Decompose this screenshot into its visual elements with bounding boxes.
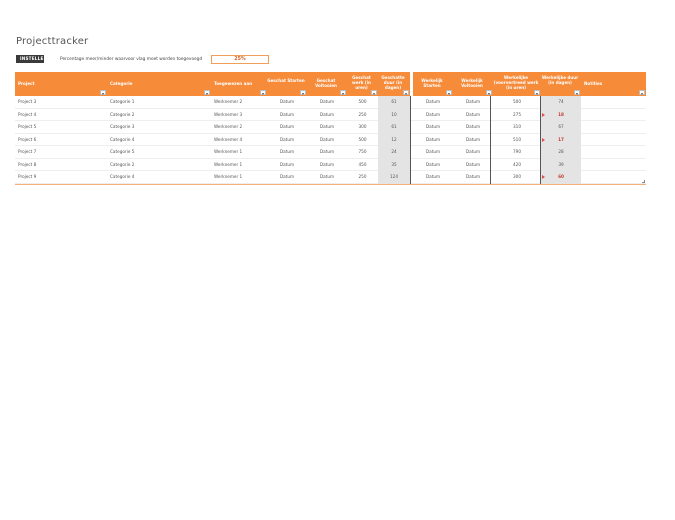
table-row [15, 109, 646, 122]
column-header-label: Project [18, 81, 35, 86]
project-table [15, 72, 646, 184]
column-header-label: Werkelijk Voltooien [461, 78, 483, 88]
column-header-label: Geschat Voltooien [315, 78, 337, 88]
column-header-label: Notities [584, 81, 603, 86]
cell-act-end[interactable]: Datum [465, 111, 481, 117]
column-header-act-end [453, 72, 493, 96]
cell-act-end[interactable]: Datum [465, 136, 481, 142]
cell-est-hours[interactable]: 300 [358, 124, 367, 129]
column-header-label: Geschat werk (in uren) [352, 75, 371, 90]
cell-est-days[interactable]: 61 [378, 96, 410, 109]
cell-est-start[interactable]: Datum [279, 136, 295, 142]
flag-percentage-input[interactable]: 25% [211, 55, 269, 64]
cell-act-hours[interactable]: 500 [513, 99, 521, 104]
filter-dropdown-icon[interactable] [371, 90, 377, 95]
filter-dropdown-icon[interactable] [639, 90, 645, 95]
cell-est-hours[interactable]: 250 [358, 174, 367, 179]
cell-est-start[interactable]: Datum [279, 149, 295, 154]
cell-act-days[interactable]: 39 [541, 159, 581, 172]
filter-dropdown-icon[interactable] [340, 90, 346, 95]
flag-icon [542, 113, 545, 117]
cell-act-hours[interactable]: 420 [513, 161, 521, 167]
cell-act-start[interactable]: Datum [425, 124, 441, 129]
cell-notes[interactable] [581, 146, 646, 159]
cell-project[interactable]: Project 8 [18, 161, 37, 167]
column-header-assignee [211, 72, 267, 96]
cell-est-end[interactable]: Datum [319, 111, 335, 117]
table-row [15, 121, 646, 134]
cell-est-start[interactable]: Datum [279, 99, 295, 104]
cell-act-days[interactable]: 28 [541, 146, 581, 159]
cell-project[interactable]: Project 7 [18, 149, 37, 154]
column-header-notes [581, 72, 646, 96]
column-divider [490, 96, 491, 184]
cell-est-hours[interactable]: 750 [358, 149, 367, 154]
cell-est-start[interactable]: Datum [279, 161, 295, 167]
cell-est-days[interactable]: 35 [378, 159, 410, 172]
flag-icon [542, 175, 545, 179]
table-resize-handle-icon[interactable] [642, 180, 645, 183]
cell-notes[interactable] [581, 96, 646, 109]
cell-notes[interactable] [581, 121, 646, 134]
cell-est-end[interactable]: Datum [319, 161, 335, 167]
cell-act-start[interactable]: Datum [425, 174, 441, 179]
filter-dropdown-icon[interactable] [100, 90, 106, 95]
table-row [15, 134, 646, 147]
cell-project[interactable]: Project 5 [18, 124, 37, 129]
column-header-label: Werkelijke (voorvertreed werk (in uren) [493, 75, 539, 90]
filter-dropdown-icon[interactable] [574, 90, 580, 95]
filter-dropdown-icon[interactable] [260, 90, 266, 95]
cell-est-end[interactable]: Datum [319, 124, 335, 129]
cell-est-hours[interactable]: 500 [358, 136, 367, 142]
cell-assignee[interactable]: Werknemer 1 [214, 161, 243, 167]
cell-est-days[interactable]: 124 [378, 171, 410, 184]
table-row [15, 146, 646, 159]
filter-dropdown-icon[interactable] [204, 90, 210, 95]
filter-dropdown-icon[interactable] [403, 90, 409, 95]
cell-project[interactable]: Project 3 [18, 99, 37, 104]
cell-act-end[interactable]: Datum [465, 149, 481, 154]
cell-project[interactable]: Project 9 [18, 174, 37, 179]
table-row [15, 171, 646, 184]
cell-project[interactable]: Project 4 [18, 111, 37, 117]
column-header-label: Geschatte duur (in dagen) [381, 75, 405, 90]
cell-act-days[interactable]: 74 [541, 96, 581, 109]
flag-icon [542, 138, 545, 142]
cell-est-start[interactable]: Datum [279, 174, 295, 179]
cell-est-hours[interactable]: 450 [358, 161, 367, 167]
cell-act-start[interactable]: Datum [425, 136, 441, 142]
cell-assignee[interactable]: Werknemer 1 [214, 174, 243, 179]
cell-category[interactable]: Categorie 2 [110, 111, 135, 117]
cell-act-days[interactable]: 17 [541, 134, 581, 147]
column-header-est-hours [347, 72, 378, 96]
cell-est-hours[interactable]: 250 [358, 111, 367, 117]
filter-dropdown-icon[interactable] [486, 90, 492, 95]
column-header-act-days [541, 72, 581, 96]
cell-act-hours[interactable]: 310 [513, 124, 521, 129]
column-header-project [15, 72, 107, 96]
cell-est-hours[interactable]: 500 [358, 99, 367, 104]
settings-button[interactable]: INSTELLEN [16, 55, 44, 63]
cell-notes[interactable] [581, 109, 646, 122]
cell-category[interactable]: Categorie 4 [110, 174, 135, 179]
filter-dropdown-icon[interactable] [534, 90, 540, 95]
cell-assignee[interactable]: Werknemer 2 [214, 124, 243, 129]
table-row [15, 96, 646, 109]
cell-project[interactable]: Project 6 [18, 136, 37, 142]
table-row [15, 159, 646, 172]
cell-est-end[interactable]: Datum [319, 136, 335, 142]
cell-act-days[interactable]: 67 [541, 121, 581, 134]
cell-category[interactable]: Categorie 1 [110, 99, 135, 104]
cell-act-days[interactable]: 60 [541, 171, 581, 184]
cell-act-hours[interactable]: 790 [513, 149, 521, 154]
cell-act-days[interactable]: 18 [541, 109, 581, 122]
cell-notes[interactable] [581, 134, 646, 147]
cell-act-hours[interactable]: 300 [513, 174, 521, 179]
table-header [15, 72, 646, 96]
filter-dropdown-icon[interactable] [446, 90, 452, 95]
cell-act-start[interactable]: Datum [425, 99, 441, 104]
column-header-label: Categorie [110, 81, 133, 86]
cell-assignee[interactable]: Werknemer 1 [214, 149, 243, 154]
cell-notes[interactable] [581, 159, 646, 172]
cell-act-end[interactable]: Datum [465, 99, 481, 104]
flag-percentage-label: Percentage meer/minder waarvoor vlag moet worden toegevoegd [60, 56, 203, 62]
cell-est-days[interactable]: 10 [378, 109, 410, 122]
cell-category[interactable]: Categorie 4 [110, 136, 135, 142]
cell-category[interactable]: Categorie 5 [110, 149, 135, 154]
cell-est-end[interactable]: Datum [319, 174, 335, 179]
page-title: Projecttracker [16, 36, 89, 47]
cell-assignee[interactable]: Werknemer 4 [214, 136, 243, 142]
cell-est-days[interactable]: 24 [378, 146, 410, 159]
cell-est-start[interactable]: Datum [279, 111, 295, 117]
cell-category[interactable]: Categorie 3 [110, 124, 135, 129]
column-header-label: Toegewezen aan [214, 81, 253, 86]
cell-est-start[interactable]: Datum [279, 124, 295, 129]
column-header-label: Werkelijk Starten [421, 78, 443, 88]
cell-assignee[interactable]: Werknemer 2 [214, 99, 243, 104]
cell-act-end[interactable]: Datum [465, 124, 481, 129]
cell-est-end[interactable]: Datum [319, 149, 335, 154]
cell-est-days[interactable]: 61 [378, 121, 410, 134]
cell-act-start[interactable]: Datum [425, 161, 441, 167]
column-header-act-start [413, 72, 453, 96]
column-header-est-end [307, 72, 347, 96]
settings-row [16, 54, 269, 64]
cell-notes[interactable] [581, 171, 646, 184]
cell-act-start[interactable]: Datum [425, 149, 441, 154]
cell-act-hours[interactable]: 510 [513, 136, 521, 142]
filter-dropdown-icon[interactable] [300, 90, 306, 95]
column-header-est-start [267, 72, 307, 96]
cell-act-end[interactable]: Datum [465, 174, 481, 179]
table-body [15, 96, 646, 184]
column-header-label: Werkelijke duur (in dagen) [541, 75, 579, 85]
column-header-category [107, 72, 211, 96]
table-bottom-border [15, 184, 646, 185]
cell-act-hours[interactable]: 275 [513, 111, 521, 117]
cell-est-days[interactable]: 12 [378, 134, 410, 147]
cell-est-end[interactable]: Datum [319, 99, 335, 104]
cell-category[interactable]: Categorie 2 [110, 161, 135, 167]
cell-assignee[interactable]: Werknemer 3 [214, 111, 243, 117]
column-divider [540, 96, 541, 184]
column-header-label: Geschat Starten [267, 78, 305, 83]
cell-act-end[interactable]: Datum [465, 161, 481, 167]
column-header-act-hours [493, 72, 541, 96]
column-divider [410, 96, 411, 184]
cell-act-start[interactable]: Datum [425, 111, 441, 117]
column-header-est-days [378, 72, 410, 96]
